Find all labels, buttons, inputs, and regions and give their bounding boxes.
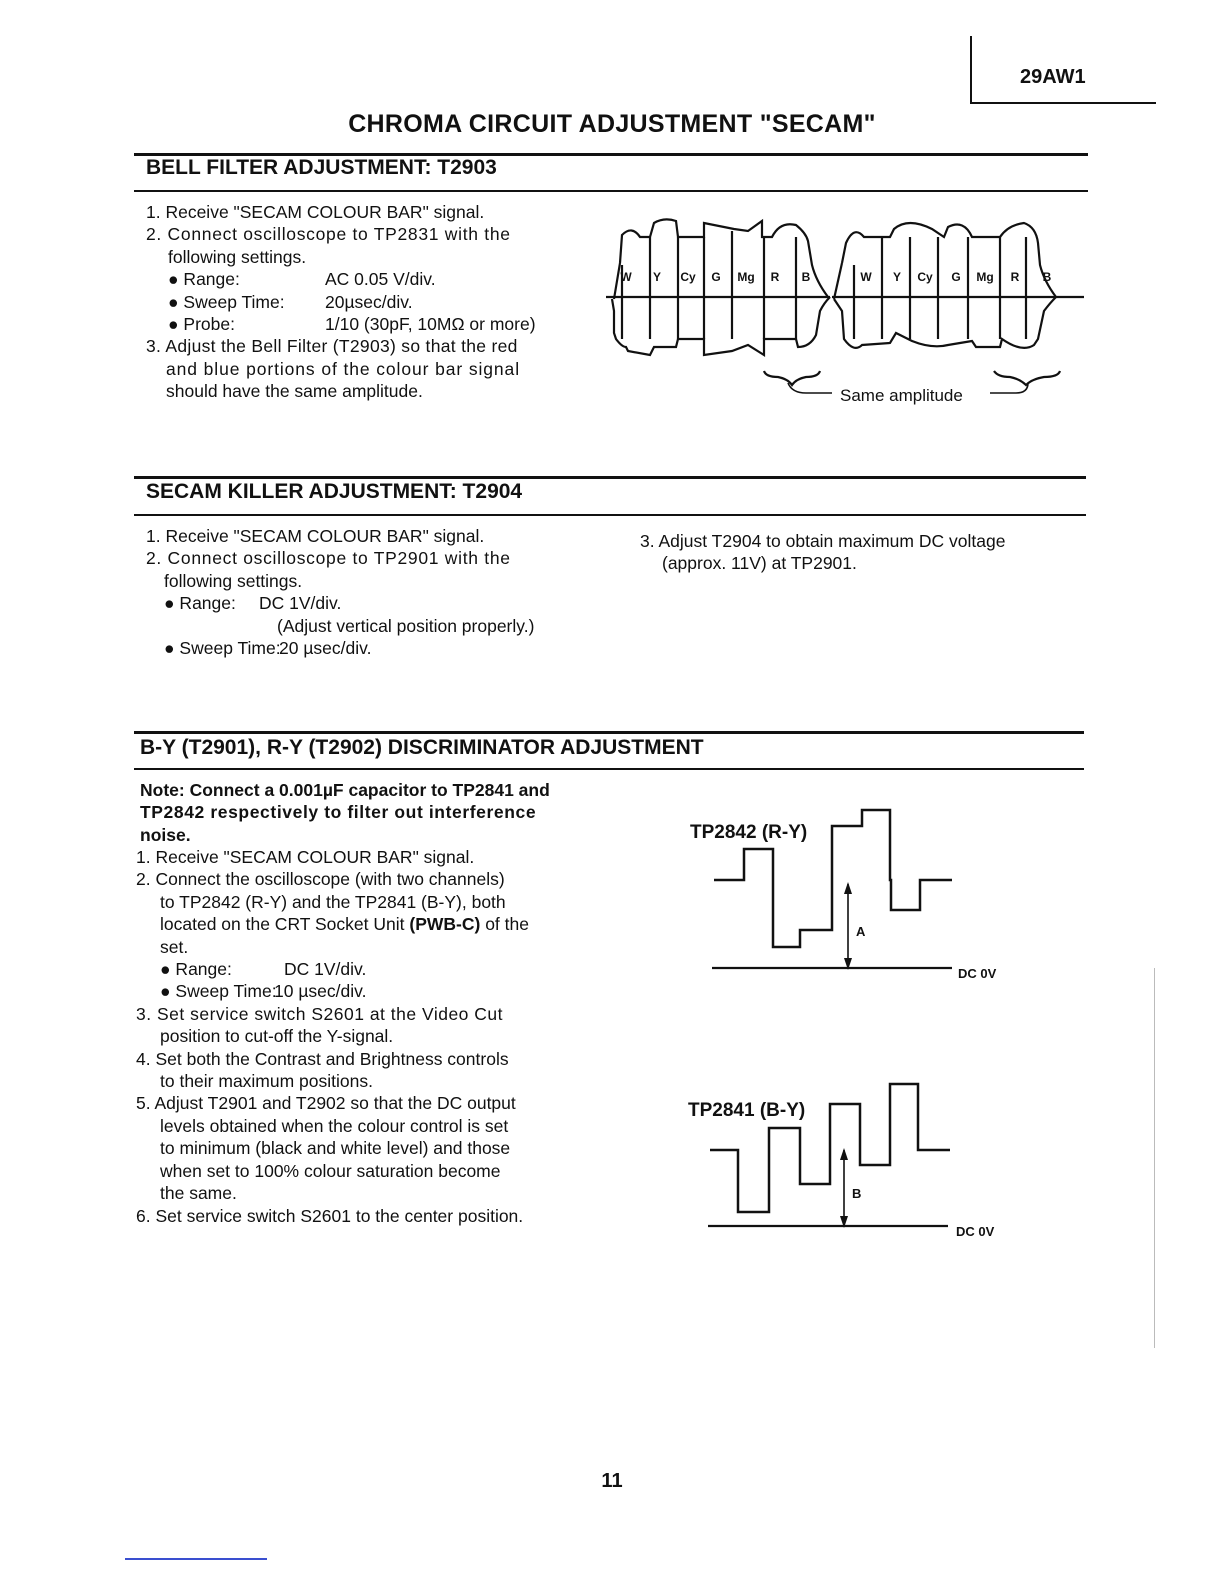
killer-instructions-right [640,530,1090,575]
disc-note [140,779,580,846]
disc-steps [136,846,581,1227]
bell-sweep-label: ● Sweep Time: [168,291,285,312]
killer-step-2-cont: following settings. [164,570,303,591]
disc-sweep-value: 10 µsec/div. [274,981,367,1002]
by-label: TP2841 (B-Y) [688,1100,806,1121]
disc-step-2-cont: to TP2842 (R-Y) and the TP2841 (B-Y), both [160,891,506,912]
disc-step-5: 5. Adjust T2901 and T2902 so that the DC output [136,1093,516,1114]
bar-label-g: G [711,270,721,284]
section-rule [134,768,1084,770]
pointer-right [990,383,1028,393]
section-rule [134,190,1088,192]
wave-left-edge [614,263,620,299]
bell-probe-value: 1/10 (30pF, 10MΩ or more) [325,314,536,335]
disc-step-2-pwb: (PWB-C) [409,914,481,935]
bell-step-3-end: should have the same amplitude. [166,381,423,402]
bell-range-label: ● Range: [168,269,240,290]
wave-lower-left [612,297,830,355]
bell-step-3-cont: and blue portions of the colour bar signal [166,358,520,379]
amplitude-b-label: B [852,1186,862,1201]
killer-range-note: (Adjust vertical position properly.) [277,615,535,636]
bar-dividers-left [622,231,796,339]
bell-heading: BELL FILTER ADJUSTMENT: T2903 [146,156,497,179]
bar-label-mg-2: Mg [976,270,994,284]
amplitude-bracket-right [994,371,1060,385]
disc-step-3: 3. Set service switch S2601 at the Video Cut [136,1003,504,1024]
bar-label-r: R [770,270,780,284]
disc-sweep-label: ● Sweep Time: [160,981,277,1002]
killer-step-1: 1. Receive "SECAM COLOUR BAR" signal. [146,526,485,546]
note-line-2: TP2842 respectively to filter out interference [140,802,537,823]
page-title: CHROMA CIRCUIT ADJUSTMENT "SECAM" [348,110,876,138]
ry-waveform [680,800,1020,990]
killer-sweep-value: 20 µsec/div. [279,638,372,659]
bar-label-b-2: B [1042,270,1052,284]
page-number: 11 [601,1470,623,1492]
disc-step-2: 2. Connect the oscilloscope (with two channels) [136,869,505,890]
killer-range-value: DC 1V/div. [259,593,342,614]
note-line-3: noise. [140,824,191,845]
disc-step-2-of-the: of the [480,914,529,935]
bar-label-g-2: G [951,270,961,284]
bar-label-mg: Mg [737,270,755,284]
ry-arrow-up [844,882,852,894]
bell-step-2-cont: following settings. [168,246,307,267]
disc-step-5-end: the same. [160,1183,237,1204]
bar-label-cy: Cy [680,270,696,284]
disc-step-1: 1. Receive "SECAM COLOUR BAR" signal. [136,847,475,867]
wave-lower-right [834,297,1056,348]
disc-step-5-cont-1: levels obtained when the colour control is set [160,1115,509,1136]
bell-sweep-value: 20µsec/div. [325,291,413,312]
bar-label-cy-2: Cy [917,270,933,284]
scan-edge-line [1154,968,1155,1348]
footer-mark [125,1558,267,1560]
bell-probe-label: ● Probe: [168,314,235,335]
section-rule [134,476,1086,479]
wave-upper-right [842,223,1056,297]
bar-label-w-2: W [860,270,872,284]
disc-heading: B-Y (T2901), R-Y (T2902) DISCRIMINATOR ADJUSTMENT [140,736,704,759]
disc-range-label: ● Range: [160,959,232,980]
killer-instructions [146,525,586,659]
same-amplitude-label: Same amplitude [840,386,963,405]
disc-step-4-cont: to their maximum positions. [160,1071,373,1092]
disc-step-5-cont-3: when set to 100% colour saturation become [160,1160,501,1181]
bell-range-value: AC 0.05 V/div. [325,269,436,290]
bell-step-3: 3. Adjust the Bell Filter (T2903) so that the red [146,336,518,357]
by-arrow-up [840,1148,848,1160]
disc-step-2-end: set. [160,936,189,957]
colour-bar-waveform [592,215,1098,415]
amplitude-bracket-left [764,371,820,385]
pointer-left [788,383,832,393]
wave-mid-edge [834,263,842,299]
bar-label-y: Y [652,270,662,284]
disc-range-value: DC 1V/div. [284,959,367,980]
bar-label-y-2: Y [892,270,902,284]
bar-label-b: B [801,270,811,284]
killer-step-3: 3. Adjust T2904 to obtain maximum DC voltage [640,531,1006,551]
bell-instructions [146,201,586,403]
bar-label-w: W [620,270,632,284]
killer-step-3-cont: (approx. 11V) at TP2901. [662,553,857,574]
bar-dividers-right [854,237,1026,339]
bell-step-1: 1. Receive "SECAM COLOUR BAR" signal. [146,202,485,222]
ry-label: TP2842 (R-Y) [690,822,808,843]
disc-step-6: 6. Set service switch S2601 to the center position. [136,1205,524,1226]
disc-step-2-location: located on the CRT Socket Unit [160,914,405,935]
bar-label-r-2: R [1010,270,1020,284]
disc-step-4: 4. Set both the Contrast and Brightness controls [136,1048,509,1069]
by-waveform [680,1070,1020,1250]
by-dc-label: DC 0V [956,1224,995,1239]
disc-step-3-cont: position to cut-off the Y-signal. [160,1026,394,1047]
ry-dc-label: DC 0V [958,966,997,981]
killer-sweep-label: ● Sweep Time: [164,638,281,659]
amplitude-a-label: A [856,924,866,939]
note-line-1: Note: Connect a 0.001µF capacitor to TP2841 and [140,780,550,800]
disc-step-5-cont-2: to minimum (black and white level) and those [160,1138,511,1159]
section-rule [134,514,1086,516]
killer-range-label: ● Range: [164,593,236,614]
killer-step-2: 2. Connect oscilloscope to TP2901 with the [146,548,511,569]
model-number: 29AW1 [1020,66,1086,88]
bell-step-2: 2. Connect oscilloscope to TP2831 with the [146,224,511,245]
killer-heading: SECAM KILLER ADJUSTMENT: T2904 [146,480,523,503]
section-rule [134,731,1084,734]
